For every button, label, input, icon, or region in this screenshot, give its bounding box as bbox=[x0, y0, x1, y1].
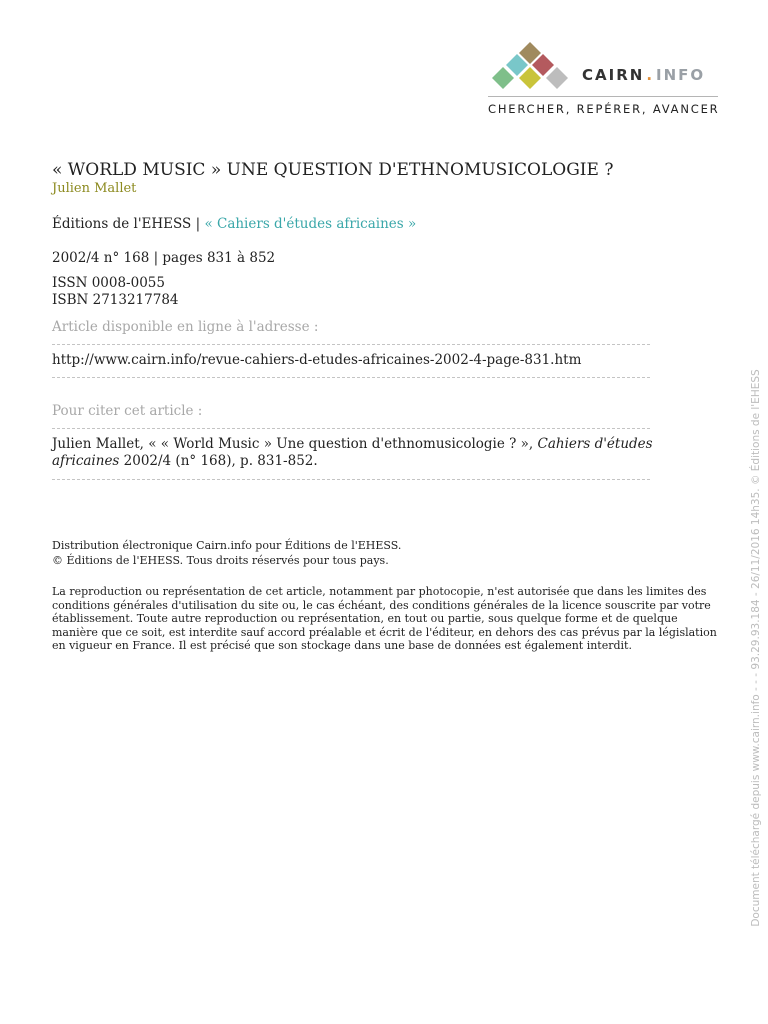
logo-wordmark[interactable] bbox=[582, 66, 705, 84]
legal-notice: La reproduction ou représentation de cet article, notamment par photocopie, n'est autorisée que dans les limites des conditions générales d'utilisation du site ou, le cas échéant, des conditions générales de la licence souscrite par votre établissement. Toute autre reproduction ou représentation, en tout ou partie, sous quelque forme et de quelque manière que ce soit, est interdite sauf accord préalable et écrit de l'éditeur, en dehors des cas prévus par la législation en vigueur en France. Il est précisé que son stockage dans une base de données est également interdit. bbox=[52, 585, 717, 652]
logo-tagline: CHERCHER, REPÉRER, AVANCER bbox=[488, 102, 720, 116]
divider-dashed bbox=[52, 344, 650, 345]
publisher-name: Éditions de l'EHESS bbox=[52, 216, 192, 232]
logo-tld: INFO bbox=[656, 66, 706, 84]
copyright-line: © Éditions de l'EHESS. Tous droits réservés pour tous pays. bbox=[52, 554, 389, 567]
article-url[interactable]: http://www.cairn.info/revue-cahiers-d-etudes-africaines-2002-4-page-831.htm bbox=[52, 352, 582, 368]
logo-diamond-green bbox=[492, 67, 514, 89]
cite-label: Pour citer cet article : bbox=[52, 403, 203, 419]
logo-diamond-grey bbox=[546, 67, 568, 89]
divider-dashed bbox=[52, 479, 650, 480]
publisher-line bbox=[52, 216, 416, 232]
divider-dashed bbox=[52, 428, 650, 429]
citation-text bbox=[52, 436, 692, 470]
article-author[interactable]: Julien Mallet bbox=[52, 181, 137, 196]
divider-dashed bbox=[52, 377, 650, 378]
download-stamp: Document téléchargé depuis www.cairn.info - - - 93.29.93.184 - 26/11/2016 14h35. © Éditions de l'EHESS bbox=[750, 369, 762, 927]
logo-brand: CAIRN bbox=[582, 66, 645, 84]
citation-journal: Cahiers d'études africaines bbox=[52, 436, 653, 469]
article-title: « WORLD MUSIC » UNE QUESTION D'ETHNOMUSICOLOGIE ? bbox=[52, 160, 614, 180]
isbn: ISBN 2713217784 bbox=[52, 292, 179, 308]
logo-dot: . bbox=[646, 66, 655, 84]
logo-divider bbox=[488, 96, 718, 97]
collection-link[interactable]: « Cahiers d'études africaines » bbox=[204, 216, 417, 232]
citation-prefix: Julien Mallet, « « World Music » Une question d'ethnomusicologie ? », bbox=[52, 436, 538, 452]
online-address-label: Article disponible en ligne à l'adresse : bbox=[52, 319, 319, 335]
citation-suffix: 2002/4 (n° 168), p. 831-852. bbox=[119, 453, 318, 469]
cairn-logo-icon bbox=[488, 40, 572, 92]
distribution-line: Distribution électronique Cairn.info pour Éditions de l'EHESS. bbox=[52, 539, 402, 552]
publisher-separator: | bbox=[191, 216, 205, 232]
issn: ISSN 0008-0055 bbox=[52, 275, 165, 291]
distribution-notice bbox=[52, 538, 401, 568]
issue-info: 2002/4 n° 168 | pages 831 à 852 bbox=[52, 250, 276, 266]
